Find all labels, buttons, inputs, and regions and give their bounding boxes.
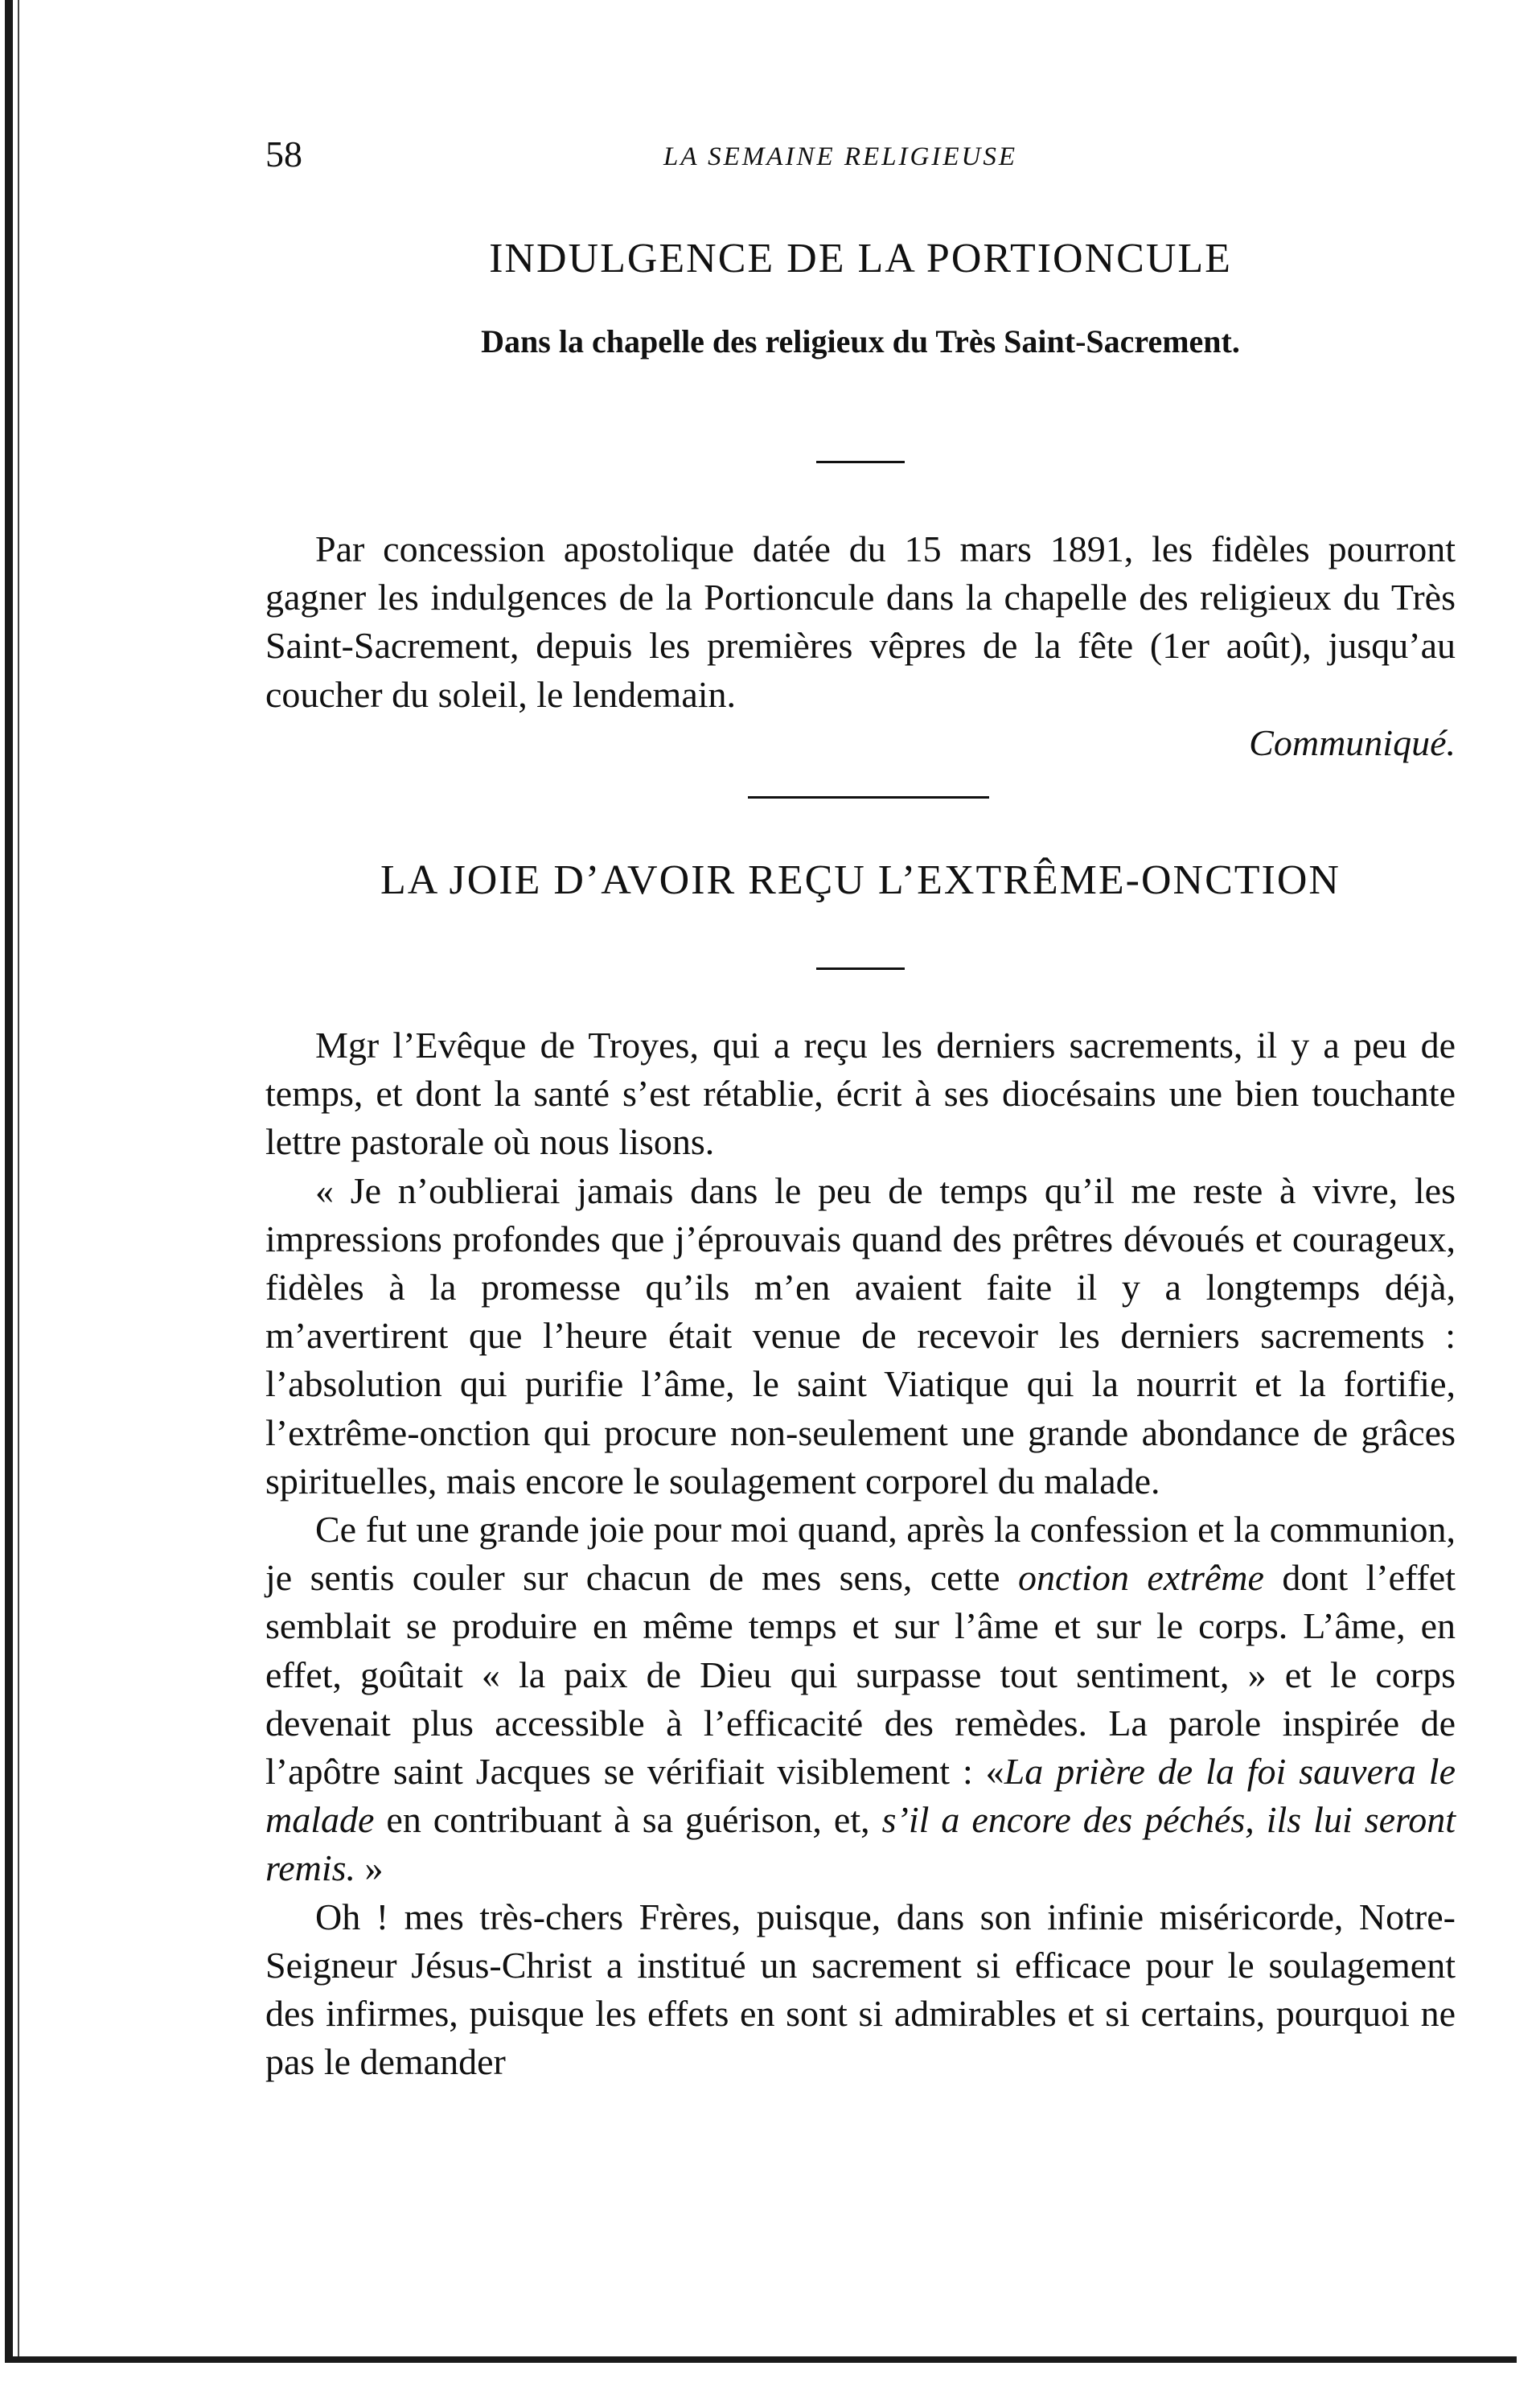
- separator-rule: [816, 461, 905, 463]
- article-body-extreme-onction: [265, 1021, 1456, 2086]
- paragraph-text: Par concession apostolique datée du 15 mars 1891, les fidèles pourront gagner les indulgences de la Portioncule dans la chapelle des religieux du Très Saint-Sacrement, depuis les premières vêpres de la fête (1er août), jusqu’au coucher du soleil, le lendemain.: [265, 528, 1456, 715]
- binding-edge-line: [18, 0, 19, 2356]
- signature: Communiqué.: [1249, 721, 1456, 763]
- page-number: 58: [265, 134, 302, 175]
- text-run: dont l’effet semblait se produire en même temps et sur l’âme et sur le corps. L’âme, en effet, goûtait « la paix de Dieu qui surpasse tout sentiment, » et le corps devenait plus accessible à l’efficacité des remèdes. La parole inspirée de l’apôtre saint Jacques se vérifiait visiblement : «: [265, 1557, 1456, 1793]
- emphasis: onction extrême: [1017, 1557, 1264, 1599]
- text-run: Ce fut une grande joie pour moi quand, après la confession et la communion, je sentis couler sur chacun de mes sens, cette: [265, 1509, 1456, 1599]
- article-subtitle: Dans la chapelle des religieux du Très Saint-Sacrement.: [481, 323, 1240, 359]
- separator-rule: [816, 967, 905, 970]
- article-body-indulgence: [265, 525, 1456, 767]
- article-title-indulgence: INDULGENCE DE LA PORTIONCULE: [489, 236, 1232, 281]
- paragraph: Mgr l’Evêque de Troyes, qui a reçu les derniers sacrements, il y a peu de temps, et dont la santé s’est rétablie, écrit à ses diocésains une bien touchante lettre pastorale où nous lisons.: [265, 1025, 1456, 1163]
- emphasis: s’il a encore des péchés, ils lui seront remis.: [265, 1799, 1456, 1889]
- emphasis: La prière de la foi sauvera le malade: [265, 1751, 1456, 1841]
- text-run: en contribuant à sa guérison, et,: [374, 1799, 882, 1841]
- separator-rule: [748, 796, 989, 799]
- running-header: [265, 133, 1456, 181]
- paragraph: Oh ! mes très-chers Frères, puisque, dans son infinie miséricorde, Notre-Seigneur Jésus-Christ a institué un sacrement si efficace pour le soulagement des infirmes, puisque les effets en sont si admirables et si certains, pourquoi ne pas le demander: [265, 1896, 1456, 2083]
- page-bottom-edge: [5, 2356, 1517, 2363]
- text-run: »: [355, 1847, 384, 1889]
- paragraph: « Je n’oublierai jamais dans le peu de temps qu’il me reste à vivre, les impressions profondes que j’éprouvais quand des prêtres dévoués et courageux, fidèles à la promesse qu’ils m’en avaient faite il y a longtemps déjà, m’avertirent que l’heure était venue de recevoir les derniers sacrements : l’absolution qui purifie l’âme, le saint Viatique qui la nourrit et la fortifie, l’extrême-onction qui procure non-seulement une grande abondance de grâces spirituelles, mais encore le soulagement corporel du malade.: [265, 1169, 1456, 1501]
- binding-edge: [5, 0, 13, 2356]
- signature-line: [265, 719, 1456, 767]
- paragraph: [265, 1506, 1456, 1893]
- paragraph: [265, 525, 1456, 719]
- article-title-extreme-onction: LA JOIE D’AVOIR REÇU L’EXTRÊME-ONCTION: [380, 857, 1341, 903]
- running-title: LA SEMAINE RELIGIEUSE: [663, 142, 1018, 171]
